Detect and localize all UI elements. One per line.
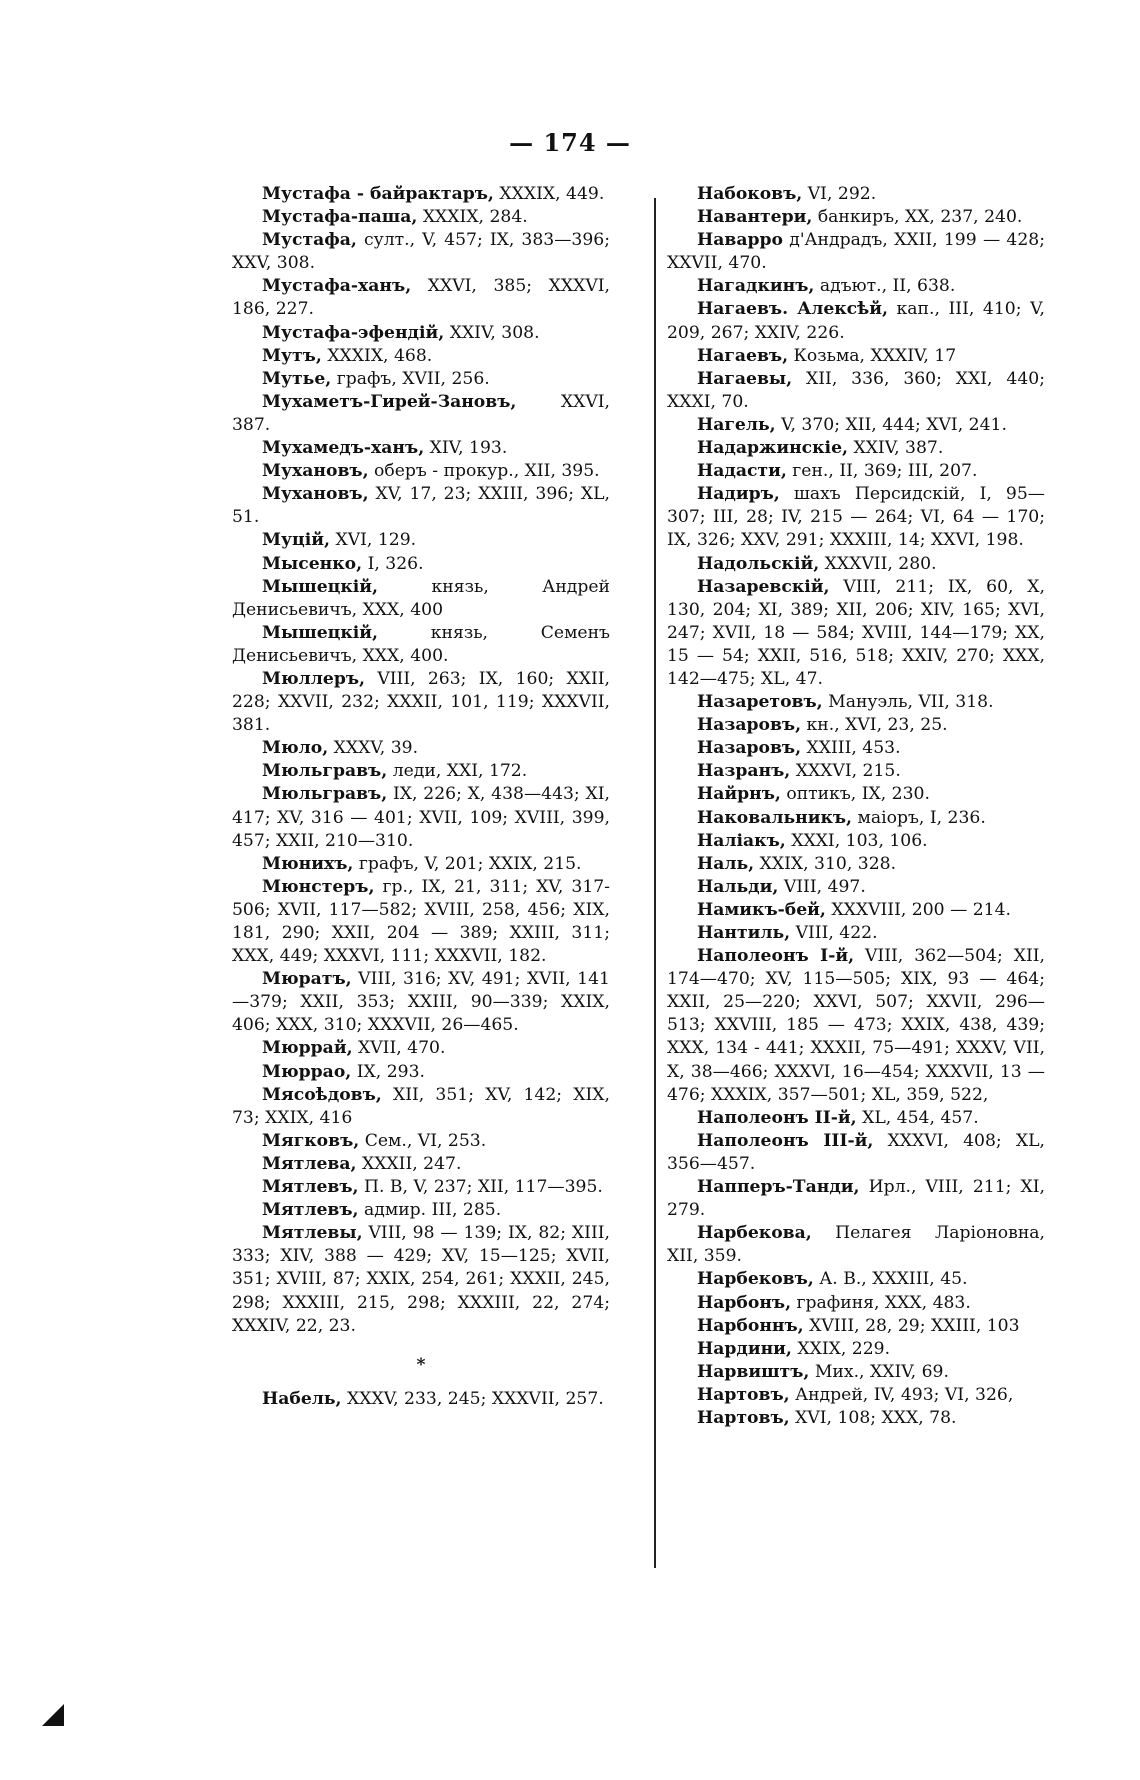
entry-headword: Наль, [697,853,755,874]
index-entry [667,298,1045,344]
entry-headword: Мустафа, [262,230,357,251]
index-entry [232,853,610,876]
entry-references: П. В, V, 237; XII, 117—395. [358,1177,603,1198]
entry-references: VIII, 211; IX, 60, X, 130, 204; XI, 389; XII, 206; XIV, 165; XVI, 247; XVII, 18 — 584; XVIII, 144—179; XX, 15 — 54; XXII, 516, 518; XXIV, 270; XXX, 142—475; XL, 47. [667,576,1045,689]
index-entry [232,1199,610,1222]
index-entry [667,945,1045,1107]
index-entry [232,183,610,206]
index-entry [667,714,1045,737]
left-column [232,183,610,1411]
index-entry [232,391,610,437]
entry-references: маіоръ, I, 236. [852,807,986,828]
entry-references: XXIX, 229. [791,1338,891,1359]
entry-references: графъ, V, 201; XXIX, 215. [353,853,582,874]
entry-references: адъют., II, 638. [814,276,956,297]
entry-references: IX, 226; X, 438—443; XI, 417; XV, 316 — 401; XVII, 109; XVIII, 399, 457; XXII, 210—310. [232,784,610,851]
right-entries [667,183,1045,1430]
entry-headword: Мухамедъ-ханъ, [262,438,425,459]
entry-references: XXXVII, 280. [819,553,937,574]
entry-references: А. В., XXXIII, 45. [813,1269,968,1290]
entry-headword: Нагель, [697,414,776,435]
entry-references: XL, 454, 457. [856,1107,979,1128]
entry-references: XII, 351; XV, 142; XIX, 73; XXIX, 416 [232,1084,610,1128]
entry-headword: Назаровъ, [697,738,802,759]
entry-headword: Мухановъ, [262,484,369,505]
index-entry [232,1222,610,1337]
entry-headword: Мюллеръ, [262,668,366,689]
entry-headword: Набель, [262,1388,342,1409]
index-entry [232,322,610,345]
entry-references: XXIII, 453. [801,738,901,759]
entry-headword: Нагаевы, [697,368,793,389]
entry-headword: Найрнъ, [697,784,781,805]
entry-references: I, 326. [362,553,424,574]
entry-headword: Нартовъ, [697,1384,790,1405]
entry-headword: Наполеонъ I-й, [697,946,855,967]
entry-headword: Нагаевъ, [697,345,789,366]
index-entry [667,553,1045,576]
index-entry [232,1037,610,1060]
entry-headword: Напперъ-Танди, [697,1177,860,1198]
entry-references: IX, 293. [351,1061,425,1082]
entry-references: гр., IX, 21, 311; XV, 317-506; XVII, 117—582; XVIII, 258, 456; XIX, 181, 290; XXII, 204 — 389; XXIII, 311; XXX, 449; XXXVI, 111; XXXVII, 182. [232,876,610,967]
entry-references: XXXV, 233, 245; XXXVII, 257. [341,1388,604,1409]
entry-references: д'Андрадъ, XXII, 199 — 428; XXVII, 470. [667,230,1045,274]
section-separator: * [416,1354,426,1375]
index-entry [667,783,1045,806]
entry-references: XXXV, 39. [328,738,419,759]
entry-references: графиня, XXX, 483. [791,1292,971,1313]
entry-headword: Мустафа - байрактаръ, [262,184,494,204]
index-entry [232,1130,610,1153]
entry-headword: Назаревскій, [697,576,830,597]
entry-headword: Намикъ-бей, [697,899,826,920]
index-entry [667,460,1045,483]
entry-headword: Нагадкинъ, [697,276,815,297]
entry-references: VIII, 263; IX, 160; XXII, 228; XXVII, 232; XXXII, 101, 119; XXXVII, 381. [232,668,610,736]
index-entry [667,1292,1045,1315]
entry-references: XXXIX, 449. [493,184,605,204]
entry-headword: Мясоѣдовъ, [262,1084,382,1105]
entry-references: султ., V, 457; IX, 383—396; XXV, 308. [232,230,610,274]
entry-references: XXXIX, 468. [321,345,433,366]
index-entry [232,668,610,737]
entry-headword: Назаровъ, [697,715,802,736]
entry-headword: Мюнихъ, [262,853,354,874]
index-entry [232,368,610,391]
entry-headword: Нарбековъ, [697,1269,814,1290]
left-entries [232,183,610,1338]
index-entry [667,876,1045,899]
index-entry [232,576,610,622]
entry-references: XXXVI, 408; XL, 356—457. [667,1130,1045,1174]
entry-references: XXXII, 247. [356,1153,462,1174]
index-entry [667,1384,1045,1407]
entry-headword: Нарбонъ, [697,1292,792,1313]
index-entry [667,1361,1045,1384]
entry-references: Пелагея Ларіоновна, XII, 359. [667,1223,1045,1267]
entry-headword: Набоковъ, [697,184,803,204]
index-entry [667,1315,1045,1338]
right-column [667,183,1045,1430]
index-entry [667,760,1045,783]
index-entry [667,830,1045,853]
entry-headword: Нардини, [697,1338,792,1359]
index-entry [667,1268,1045,1291]
entry-references: XVI, 129. [330,530,417,551]
entry-references: графъ, XVII, 256. [331,368,490,389]
entry-references: Андрей, IV, 493; VI, 326, [789,1384,1014,1405]
index-entry [667,368,1045,414]
entry-references: Козьма, XXXIV, 17 [788,345,957,366]
index-entry [667,483,1045,552]
entry-headword: Мюльгравъ, [262,761,388,782]
entry-headword: Мюльгравъ, [262,784,388,805]
entry-references: XVIII, 28, 29; XXIII, 103 [803,1315,1020,1336]
entry-references: Мих., XXIV, 69. [809,1361,949,1382]
index-entry [667,345,1045,368]
entry-references: Сем., VI, 253. [359,1130,487,1151]
entry-references: XXIV, 308. [444,322,540,343]
entry-headword: Мухаметъ-Гирей-Зановъ, [262,391,517,412]
entry-headword: Надольскій, [697,553,820,574]
entry-headword: Мюррай, [262,1038,353,1059]
entry-references: VIII, 422. [790,923,878,943]
index-entry [667,691,1045,714]
entry-headword: Нантиль, [697,923,791,943]
index-entry [232,483,610,529]
index-entry [232,437,610,460]
index-entry [667,1176,1045,1222]
index-entry [232,460,610,483]
index-entry [667,853,1045,876]
entry-references: князь, Андрей Денисьевичъ, XXX, 400 [232,576,610,620]
entry-headword: Назранъ, [697,761,791,782]
index-entry [232,783,610,852]
entry-references: XXIX, 310, 328. [754,853,897,874]
column-divider [654,198,656,1568]
entry-references: кн., XVI, 23, 25. [801,715,948,736]
index-entry [232,1061,610,1084]
entry-references: ген., II, 369; III, 207. [786,461,978,482]
entry-references: XXXIX, 284. [417,207,528,228]
index-entry [232,1153,610,1176]
entry-references: XVI, 108; XXX, 78. [789,1407,957,1428]
entry-references: XXXVI, 215. [790,761,901,782]
index-entry [667,183,1045,206]
entry-references: XVII, 470. [352,1038,446,1059]
index-entry [667,807,1045,830]
entry-references: банкиръ, XX, 237, 240. [812,207,1023,228]
entry-references: VIII, 316; XV, 491; XVII, 141—379; XXII, 353; XXIII, 90—339; XXIX, 406; XXX, 310; XXXVII, 26—465. [232,969,610,1036]
entry-headword: Наковальникъ, [697,807,853,828]
index-entry [667,1338,1045,1361]
entry-headword: Назаретовъ, [697,692,823,713]
entry-references: Мануэль, VII, 318. [822,692,994,713]
entry-references: князь, Семенъ Денисьевичъ, XXX, 400. [232,622,610,666]
entry-headword: Надиръ, [697,484,780,505]
entry-headword: Мятлевъ, [262,1200,359,1221]
entry-headword: Мустафа-ханъ, [262,276,412,297]
index-entry [667,922,1045,945]
index-entry [232,206,610,229]
index-entry [232,553,610,576]
entry-references: VI, 292. [802,184,877,204]
index-entry [232,1176,610,1199]
entry-headword: Мухановъ, [262,461,369,482]
entry-references: адмир. III, 285. [358,1200,502,1221]
entry-headword: Нарбекова, [697,1223,812,1244]
entry-headword: Мятлева, [262,1153,357,1174]
entry-headword: Мысенко, [262,553,363,574]
index-entry [232,968,610,1037]
entry-headword: Мутье, [262,368,332,389]
index-entry [232,760,610,783]
index-entry [232,229,610,275]
entry-references: XXIV, 387. [848,438,944,459]
entry-headword: Нарбоннъ, [697,1315,804,1336]
entry-headword: Мышецкій, [262,576,379,597]
index-entry [232,876,610,968]
entry-headword: Нальди, [697,876,779,897]
index-entry [667,1407,1045,1430]
entry-headword: Мышецкій, [262,622,379,643]
entry-headword: Надасти, [697,461,787,482]
index-entry [667,206,1045,229]
corner-triangle-icon [42,1704,64,1726]
index-entry [232,622,610,668]
entry-references: оберъ - прокур., XII, 395. [368,461,600,482]
index-entry [667,1222,1045,1268]
entry-headword: Наполеонъ II-й, [697,1107,857,1128]
index-entry [232,275,610,321]
index-entry [667,1107,1045,1130]
index-entry [667,437,1045,460]
entry-references: кап., III, 410; V, 209, 267; XXIV, 226. [667,299,1045,343]
index-entry [667,737,1045,760]
entry-references: V, 370; XII, 444; XVI, 241. [775,414,1007,435]
index-entry [232,1388,610,1411]
entry-references: оптикъ, IX, 230. [780,784,930,805]
entry-references: Ирл., VIII, 211; XI, 279. [667,1177,1045,1221]
index-entry [667,275,1045,298]
entry-headword: Надаржинскіе, [697,438,848,459]
entry-headword: Мюррао, [262,1061,352,1082]
entry-references: XXVI, 387. [232,391,610,435]
entry-references: XXXI, 103, 106. [785,830,928,851]
entry-headword: Мюратъ, [262,969,352,990]
entry-headword: Наполеонъ III-й, [697,1130,874,1151]
index-entry [667,414,1045,437]
index-entry [667,899,1045,922]
left-entries-after-separator [232,1388,610,1411]
entry-headword: Мустафа-эфендій, [262,322,445,343]
entry-headword: Мягковъ, [262,1130,360,1151]
entry-references: леди, XXI, 172. [387,761,528,782]
entry-references: XV, 17, 23; XXIII, 396; XL, 51. [232,484,610,528]
index-entry [232,345,610,368]
entry-headword: Мустафа-паша, [262,207,418,228]
entry-headword: Наварро [697,230,783,251]
entry-headword: Мюнстеръ, [262,876,375,897]
index-entry [232,1084,610,1130]
index-entry [232,529,610,552]
entry-headword: Нарвиштъ, [697,1361,810,1382]
entry-headword: Мюло, [262,738,329,759]
entry-headword: Мутъ, [262,345,322,366]
entry-references: XIV, 193. [424,438,508,459]
entry-headword: Навантери, [697,207,813,228]
index-entry [667,576,1045,691]
entry-headword: Мятлевъ, [262,1177,359,1198]
entry-headword: Муцій, [262,530,330,551]
entry-references: XII, 336, 360; XXI, 440; XXXI, 70. [667,368,1045,412]
entry-headword: Нартовъ, [697,1407,790,1428]
entry-references: XXVI, 385; XXXVI, 186, 227. [232,276,610,320]
entry-headword: Нагаевъ. Алексѣй, [697,299,888,320]
entry-references: шахъ Персидскій, I, 95—307; III, 28; IV, 215 — 264; VI, 64 — 170; IX, 326; XXV, 291; XXXIII, 14; XXVI, 198. [667,484,1045,551]
index-entry [667,1130,1045,1176]
entry-references: XXXVIII, 200 — 214. [825,899,1011,920]
entry-headword: Мятлевы, [262,1223,363,1244]
page-number: — 174 — [509,128,631,157]
index-entry [667,229,1045,275]
entry-references: VIII, 98 — 139; IX, 82; XIII, 333; XIV, 388 — 429; XV, 15—125; XVII, 351; XVIII, 87; XXIX, 254, 261; XXXII, 245, 298; XXXIII, 215, 298; XXXIII, 22, 274; XXXIV, 22, 23. [232,1223,610,1336]
entry-references: VIII, 497. [778,876,866,897]
entry-headword: Наліакъ, [697,830,786,851]
index-entry [232,737,610,760]
entry-references: VIII, 362—504; XII, 174—470; XV, 115—505; XIX, 93 — 464; XXII, 25—220; XXVI, 507; XXVII, 296—513; XXVIII, 185 — 473; XXIX, 438, 439; XXX, 134 - 441; XXXII, 75—491; XXXV, VII, X, 38—466; XXXVI, 16—454; XXXVII, 13 — 476; XXXIX, 357—501; XL, 359, 522, [667,946,1045,1105]
